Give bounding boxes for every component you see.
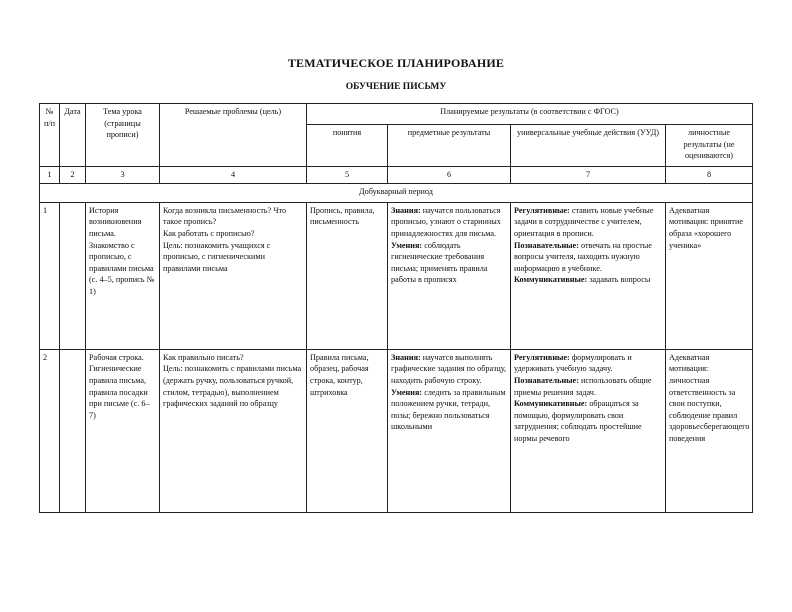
lesson-concepts: Пропись, правила, письменность bbox=[307, 202, 388, 349]
period-row bbox=[40, 183, 753, 202]
header-planned-results: Планируемые результаты (в соответствии с ФГОС) bbox=[307, 104, 753, 125]
column-number: 4 bbox=[160, 167, 307, 184]
column-number: 2 bbox=[60, 167, 86, 184]
column-number: 3 bbox=[86, 167, 160, 184]
period-title: Добукварный период bbox=[40, 183, 753, 202]
lesson-date bbox=[60, 202, 86, 349]
column-number: 1 bbox=[40, 167, 60, 184]
lesson-problems: Как правильно писать? Цель: познакомить с правилами письма (держать ручку, пользоваться ручкой, стилом, тетрадью), выполнением графических заданий по образцу bbox=[160, 349, 307, 512]
lesson-uud: Регулятивные: формулировать и удерживать учебную задачу. Познавательные: использовать общие приемы решения задач. Коммуникативные: обращаться за помощью, формулировать свои затруднения; соблюдать простейшие нормы речевого bbox=[511, 349, 666, 512]
lesson-personal-results: Адекватная мотивация: личностная ответственность за свои поступки, соблюдение правил здоровьесберегающего поведения bbox=[666, 349, 753, 512]
column-number: 7 bbox=[511, 167, 666, 184]
header-date: Дата bbox=[60, 104, 86, 167]
lesson-topic: История возникновения письма. Знакомство с прописью, с правилами письма (с. 4–5, пропись № 1) bbox=[86, 202, 160, 349]
document-title: ТЕМАТИЧЕСКОЕ ПЛАНИРОВАНИЕ bbox=[287, 56, 505, 70]
header-num: № п/п bbox=[40, 104, 60, 167]
lesson-concepts: Правила письма, образец, рабочая строка, контур, штриховка bbox=[307, 349, 388, 512]
lesson-problems: Когда возникла письменность? Что такое пропись? Как работать с прописью? Цель: познакомить учащихся с прописью, с гигиеническими правилами письма bbox=[160, 202, 307, 349]
header-topic: Тема урока (страницы прописи) bbox=[86, 104, 160, 167]
header-concepts: понятия bbox=[307, 125, 388, 167]
lesson-number: 2 bbox=[40, 349, 60, 512]
header-problems: Решаемые проблемы (цель) bbox=[160, 104, 307, 167]
lesson-uud: Регулятивные: ставить новые учебные задачи в сотрудничестве с учителем, ориентация в прописи. Познавательные: отвечать на простые вопросы учителя, находить нужную информацию в учебнике. Коммуникативные: задавать вопросы bbox=[511, 202, 666, 349]
header-personal-results: личностные результаты (не оцениваются) bbox=[666, 125, 753, 167]
lesson-date bbox=[60, 349, 86, 512]
lesson-subject-results: Знания: научатся пользоваться прописью, узнают о старинных принадлежностях для письма. Умения: соблюдать гигиенические требования письма; применять правила работы в прописях bbox=[388, 202, 511, 349]
header-row bbox=[40, 104, 753, 125]
column-number: 6 bbox=[388, 167, 511, 184]
table-row bbox=[40, 202, 753, 349]
document-subtitle: ОБУЧЕНИЕ ПИСЬМУ bbox=[345, 82, 447, 92]
table-row bbox=[40, 349, 753, 512]
lesson-personal-results: Адекватная мотивация: принятие образа «хорошего ученика» bbox=[666, 202, 753, 349]
planning-table bbox=[39, 103, 753, 513]
column-number-row bbox=[40, 167, 753, 184]
header-subject-results: предметные результаты bbox=[388, 125, 511, 167]
column-number: 5 bbox=[307, 167, 388, 184]
lesson-topic: Рабочая строка. Гигиенические правила письма, правила посадки при письме (с. 6–7) bbox=[86, 349, 160, 512]
lesson-number: 1 bbox=[40, 202, 60, 349]
lesson-subject-results: Знания: научатся выполнять графические задания по образцу, находить рабочую строку. Умения: следить за правильным положением ручки, тетради, позы; бережно пользоваться школьными bbox=[388, 349, 511, 512]
header-uud: универсальные учебные действия (УУД) bbox=[511, 125, 666, 167]
column-number: 8 bbox=[666, 167, 753, 184]
